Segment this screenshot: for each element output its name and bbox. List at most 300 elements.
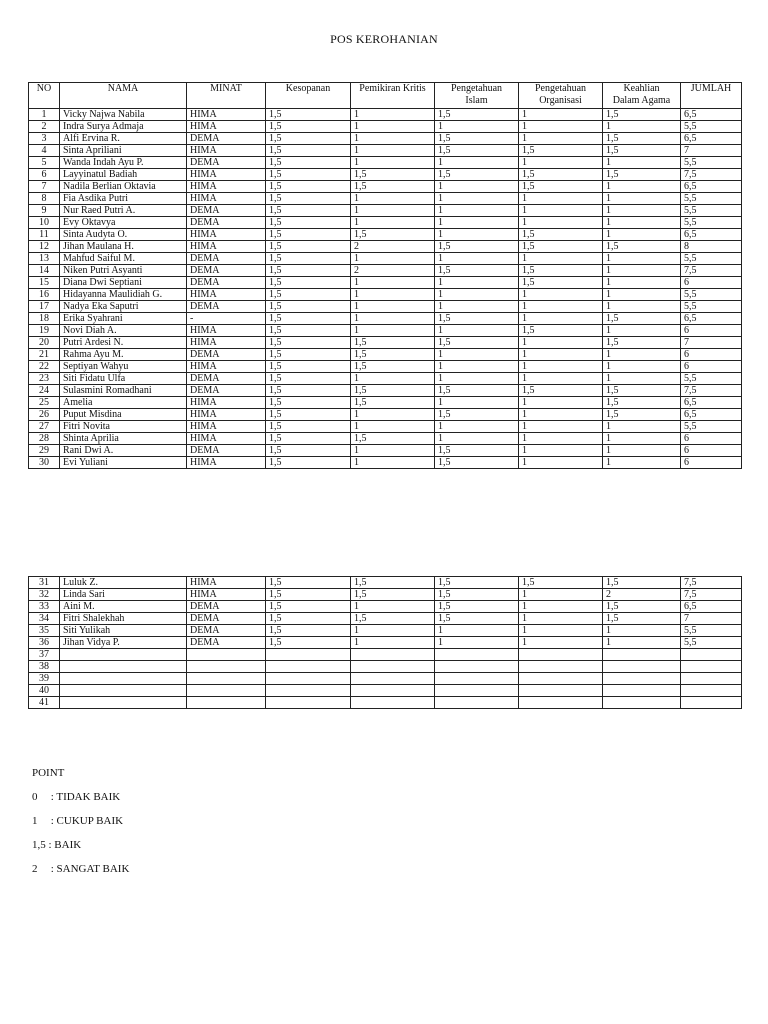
cell-keahlian-dalam-agama: 1,5 xyxy=(603,313,681,325)
cell-pemikiran-kritis xyxy=(351,673,435,685)
cell-pengetahuan-organisasi: 1 xyxy=(519,289,603,301)
cell-jumlah xyxy=(681,649,742,661)
cell-jumlah: 7,5 xyxy=(681,577,742,589)
cell-jumlah: 5,5 xyxy=(681,625,742,637)
cell-kesopanan: 1,5 xyxy=(266,601,351,613)
cell-no: 33 xyxy=(29,601,60,613)
cell-pengetahuan-islam xyxy=(435,673,519,685)
cell-minat: HIMA xyxy=(187,325,266,337)
cell-no: 10 xyxy=(29,217,60,229)
cell-keahlian-dalam-agama xyxy=(603,661,681,673)
cell-no: 26 xyxy=(29,409,60,421)
table-row xyxy=(29,637,742,649)
cell-pengetahuan-organisasi: 1,5 xyxy=(519,577,603,589)
cell-pengetahuan-islam: 1,5 xyxy=(435,589,519,601)
cell-keahlian-dalam-agama: 1 xyxy=(603,637,681,649)
cell-jumlah: 5,5 xyxy=(681,121,742,133)
cell-jumlah: 7,5 xyxy=(681,169,742,181)
cell-keahlian-dalam-agama: 1 xyxy=(603,157,681,169)
table-row xyxy=(29,385,742,397)
cell-nama: Sulasmini Romadhani xyxy=(60,385,187,397)
page-title: POS KEROHANIAN xyxy=(330,32,438,46)
cell-pengetahuan-organisasi: 1 xyxy=(519,397,603,409)
cell-jumlah: 6,5 xyxy=(681,397,742,409)
cell-no: 6 xyxy=(29,169,60,181)
cell-kesopanan: 1,5 xyxy=(266,301,351,313)
header-jumlah: JUMLAH xyxy=(681,83,742,109)
cell-nama: Fitri Shalekhah xyxy=(60,613,187,625)
cell-pemikiran-kritis: 1 xyxy=(351,445,435,457)
cell-pengetahuan-organisasi xyxy=(519,673,603,685)
cell-jumlah: 7 xyxy=(681,145,742,157)
cell-pemikiran-kritis: 1,5 xyxy=(351,385,435,397)
cell-jumlah: 6 xyxy=(681,445,742,457)
cell-minat: HIMA xyxy=(187,409,266,421)
cell-minat: DEMA xyxy=(187,253,266,265)
cell-pengetahuan-islam: 1,5 xyxy=(435,385,519,397)
cell-pemikiran-kritis: 1,5 xyxy=(351,181,435,193)
cell-kesopanan: 1,5 xyxy=(266,625,351,637)
cell-pengetahuan-organisasi: 1 xyxy=(519,409,603,421)
cell-kesopanan: 1,5 xyxy=(266,313,351,325)
cell-pemikiran-kritis: 1,5 xyxy=(351,577,435,589)
cell-pemikiran-kritis: 1,5 xyxy=(351,397,435,409)
cell-jumlah: 5,5 xyxy=(681,421,742,433)
cell-pengetahuan-organisasi: 1 xyxy=(519,193,603,205)
cell-kesopanan: 1,5 xyxy=(266,121,351,133)
table-row xyxy=(29,625,742,637)
table-row xyxy=(29,613,742,625)
cell-jumlah: 7,5 xyxy=(681,589,742,601)
cell-pemikiran-kritis: 1 xyxy=(351,301,435,313)
table-row xyxy=(29,313,742,325)
cell-pengetahuan-organisasi: 1,5 xyxy=(519,385,603,397)
cell-keahlian-dalam-agama: 1 xyxy=(603,625,681,637)
cell-nama xyxy=(60,661,187,673)
table-row xyxy=(29,601,742,613)
cell-pengetahuan-islam: 1 xyxy=(435,625,519,637)
cell-no: 20 xyxy=(29,337,60,349)
cell-pemikiran-kritis: 1 xyxy=(351,373,435,385)
table-row xyxy=(29,337,742,349)
cell-pengetahuan-organisasi: 1 xyxy=(519,457,603,469)
cell-jumlah: 6 xyxy=(681,433,742,445)
cell-jumlah: 5,5 xyxy=(681,637,742,649)
cell-pengetahuan-organisasi: 1 xyxy=(519,121,603,133)
cell-no: 3 xyxy=(29,133,60,145)
cell-minat xyxy=(187,661,266,673)
cell-pemikiran-kritis: 2 xyxy=(351,241,435,253)
cell-pemikiran-kritis: 1,5 xyxy=(351,349,435,361)
cell-minat: HIMA xyxy=(187,337,266,349)
cell-no: 9 xyxy=(29,205,60,217)
cell-kesopanan: 1,5 xyxy=(266,217,351,229)
cell-no: 17 xyxy=(29,301,60,313)
cell-no: 27 xyxy=(29,421,60,433)
cell-kesopanan: 1,5 xyxy=(266,157,351,169)
cell-nama: Evi Yuliani xyxy=(60,457,187,469)
point-value: 2 xyxy=(32,863,38,875)
cell-minat: HIMA xyxy=(187,421,266,433)
point-legend-item xyxy=(32,838,129,862)
table-row xyxy=(29,409,742,421)
cell-pengetahuan-islam: 1 xyxy=(435,325,519,337)
cell-keahlian-dalam-agama: 1,5 xyxy=(603,133,681,145)
cell-pengetahuan-islam: 1,5 xyxy=(435,445,519,457)
cell-jumlah: 6 xyxy=(681,457,742,469)
cell-keahlian-dalam-agama: 1,5 xyxy=(603,145,681,157)
cell-kesopanan: 1,5 xyxy=(266,373,351,385)
cell-jumlah xyxy=(681,661,742,673)
cell-pengetahuan-islam: 1 xyxy=(435,277,519,289)
cell-nama: Sinta Audyta O. xyxy=(60,229,187,241)
cell-pengetahuan-organisasi: 1 xyxy=(519,313,603,325)
cell-pengetahuan-organisasi: 1,5 xyxy=(519,145,603,157)
cell-nama: Nadya Eka Saputri xyxy=(60,301,187,313)
cell-minat: HIMA xyxy=(187,193,266,205)
cell-jumlah: 5,5 xyxy=(681,217,742,229)
cell-keahlian-dalam-agama: 1 xyxy=(603,253,681,265)
cell-pengetahuan-islam: 1 xyxy=(435,289,519,301)
cell-pemikiran-kritis: 1 xyxy=(351,457,435,469)
cell-pengetahuan-islam: 1,5 xyxy=(435,313,519,325)
cell-pengetahuan-organisasi: 1 xyxy=(519,253,603,265)
cell-keahlian-dalam-agama: 1,5 xyxy=(603,613,681,625)
cell-nama xyxy=(60,697,187,709)
point-legend-item xyxy=(32,814,129,838)
cell-kesopanan: 1,5 xyxy=(266,385,351,397)
cell-kesopanan xyxy=(266,661,351,673)
cell-keahlian-dalam-agama: 1 xyxy=(603,181,681,193)
cell-minat: HIMA xyxy=(187,241,266,253)
cell-pemikiran-kritis: 1 xyxy=(351,217,435,229)
cell-kesopanan: 1,5 xyxy=(266,229,351,241)
cell-no: 7 xyxy=(29,181,60,193)
cell-kesopanan: 1,5 xyxy=(266,205,351,217)
header-pengetahuan-islam-line1: Pengetahuan xyxy=(450,83,503,94)
table-row xyxy=(29,397,742,409)
cell-pengetahuan-islam: 1,5 xyxy=(435,409,519,421)
cell-pengetahuan-organisasi: 1,5 xyxy=(519,181,603,193)
header-pengetahuan-islam xyxy=(435,83,519,109)
cell-pengetahuan-islam: 1 xyxy=(435,181,519,193)
header-kesopanan: Kesopanan xyxy=(266,83,351,109)
cell-pemikiran-kritis: 1 xyxy=(351,205,435,217)
point-label: : SANGAT BAIK xyxy=(50,863,130,875)
cell-keahlian-dalam-agama: 1 xyxy=(603,325,681,337)
cell-nama: Indra Surya Admaja xyxy=(60,121,187,133)
cell-jumlah xyxy=(681,673,742,685)
cell-no: 28 xyxy=(29,433,60,445)
cell-kesopanan: 1,5 xyxy=(266,325,351,337)
cell-pengetahuan-organisasi: 1 xyxy=(519,613,603,625)
cell-kesopanan: 1,5 xyxy=(266,445,351,457)
cell-no: 16 xyxy=(29,289,60,301)
cell-minat xyxy=(187,649,266,661)
cell-pengetahuan-islam: 1,5 xyxy=(435,337,519,349)
table-row xyxy=(29,661,742,673)
header-pengetahuan-islam-line2: Islam xyxy=(465,95,488,106)
table-row xyxy=(29,577,742,589)
cell-kesopanan: 1,5 xyxy=(266,637,351,649)
header-pengetahuan-organisasi-line1: Pengetahuan xyxy=(534,83,587,94)
cell-pengetahuan-organisasi: 1 xyxy=(519,445,603,457)
cell-keahlian-dalam-agama: 1 xyxy=(603,193,681,205)
cell-kesopanan: 1,5 xyxy=(266,613,351,625)
cell-jumlah: 8 xyxy=(681,241,742,253)
cell-pemikiran-kritis: 2 xyxy=(351,265,435,277)
cell-keahlian-dalam-agama: 1 xyxy=(603,361,681,373)
cell-pengetahuan-islam: 1,5 xyxy=(435,109,519,121)
cell-minat: DEMA xyxy=(187,613,266,625)
cell-keahlian-dalam-agama xyxy=(603,697,681,709)
cell-keahlian-dalam-agama: 1 xyxy=(603,289,681,301)
cell-pengetahuan-islam: 1 xyxy=(435,229,519,241)
cell-jumlah: 5,5 xyxy=(681,205,742,217)
cell-no: 37 xyxy=(29,649,60,661)
cell-kesopanan: 1,5 xyxy=(266,361,351,373)
cell-pengetahuan-islam: 1,5 xyxy=(435,457,519,469)
cell-kesopanan: 1,5 xyxy=(266,337,351,349)
cell-pemikiran-kritis: 1 xyxy=(351,253,435,265)
cell-pemikiran-kritis: 1,5 xyxy=(351,589,435,601)
table-row xyxy=(29,589,742,601)
cell-pengetahuan-organisasi: 1 xyxy=(519,373,603,385)
cell-minat xyxy=(187,685,266,697)
cell-no: 13 xyxy=(29,253,60,265)
cell-keahlian-dalam-agama: 1 xyxy=(603,205,681,217)
table-row xyxy=(29,457,742,469)
cell-kesopanan: 1,5 xyxy=(266,397,351,409)
cell-pemikiran-kritis: 1 xyxy=(351,313,435,325)
cell-no: 39 xyxy=(29,673,60,685)
cell-no: 30 xyxy=(29,457,60,469)
table-row xyxy=(29,169,742,181)
cell-keahlian-dalam-agama: 1,5 xyxy=(603,397,681,409)
cell-minat: DEMA xyxy=(187,601,266,613)
cell-kesopanan: 1,5 xyxy=(266,421,351,433)
header-keahlian-line2: Dalam Agama xyxy=(612,95,671,106)
cell-nama xyxy=(60,673,187,685)
cell-pengetahuan-organisasi: 1 xyxy=(519,217,603,229)
cell-pemikiran-kritis: 1,5 xyxy=(351,433,435,445)
cell-kesopanan: 1,5 xyxy=(266,241,351,253)
cell-pemikiran-kritis: 1,5 xyxy=(351,337,435,349)
cell-jumlah: 6 xyxy=(681,349,742,361)
table-row xyxy=(29,649,742,661)
cell-pengetahuan-islam xyxy=(435,697,519,709)
cell-pemikiran-kritis xyxy=(351,685,435,697)
table-row xyxy=(29,325,742,337)
cell-jumlah: 6,5 xyxy=(681,409,742,421)
cell-pemikiran-kritis: 1 xyxy=(351,409,435,421)
cell-kesopanan xyxy=(266,649,351,661)
table-row xyxy=(29,421,742,433)
cell-pengetahuan-organisasi: 1 xyxy=(519,589,603,601)
cell-pemikiran-kritis: 1 xyxy=(351,121,435,133)
cell-nama xyxy=(60,649,187,661)
cell-kesopanan xyxy=(266,673,351,685)
table-row xyxy=(29,253,742,265)
cell-minat: DEMA xyxy=(187,373,266,385)
cell-pengetahuan-organisasi: 1,5 xyxy=(519,265,603,277)
cell-no: 34 xyxy=(29,613,60,625)
cell-kesopanan: 1,5 xyxy=(266,193,351,205)
cell-keahlian-dalam-agama xyxy=(603,673,681,685)
cell-jumlah: 5,5 xyxy=(681,193,742,205)
cell-no: 18 xyxy=(29,313,60,325)
cell-nama: Rani Dwi A. xyxy=(60,445,187,457)
cell-minat: DEMA xyxy=(187,277,266,289)
cell-keahlian-dalam-agama: 1 xyxy=(603,457,681,469)
cell-minat: DEMA xyxy=(187,637,266,649)
cell-pemikiran-kritis: 1 xyxy=(351,133,435,145)
cell-no: 21 xyxy=(29,349,60,361)
cell-minat: HIMA xyxy=(187,397,266,409)
cell-pengetahuan-islam: 1,5 xyxy=(435,241,519,253)
cell-minat: DEMA xyxy=(187,625,266,637)
header-nama: NAMA xyxy=(60,83,187,109)
cell-nama: Aini M. xyxy=(60,601,187,613)
table-row xyxy=(29,145,742,157)
cell-kesopanan: 1,5 xyxy=(266,457,351,469)
cell-keahlian-dalam-agama: 1 xyxy=(603,217,681,229)
cell-minat: HIMA xyxy=(187,577,266,589)
cell-nama: Siti Yulikah xyxy=(60,625,187,637)
cell-pengetahuan-organisasi: 1 xyxy=(519,349,603,361)
cell-keahlian-dalam-agama: 1 xyxy=(603,349,681,361)
cell-nama: Vicky Najwa Nabila xyxy=(60,109,187,121)
point-value: 1,5 xyxy=(32,839,46,851)
cell-pengetahuan-islam: 1 xyxy=(435,637,519,649)
cell-pengetahuan-islam: 1 xyxy=(435,373,519,385)
cell-nama: Amelia xyxy=(60,397,187,409)
table-row xyxy=(29,349,742,361)
cell-pengetahuan-islam: 1 xyxy=(435,421,519,433)
header-pengetahuan-organisasi xyxy=(519,83,603,109)
cell-minat xyxy=(187,673,266,685)
cell-minat: DEMA xyxy=(187,349,266,361)
table-row xyxy=(29,673,742,685)
cell-keahlian-dalam-agama: 2 xyxy=(603,589,681,601)
cell-pengetahuan-islam: 1,5 xyxy=(435,169,519,181)
point-label: : TIDAK BAIK xyxy=(50,791,121,803)
cell-jumlah: 6 xyxy=(681,325,742,337)
cell-minat: HIMA xyxy=(187,229,266,241)
table-header-row xyxy=(29,83,742,109)
cell-pengetahuan-organisasi: 1 xyxy=(519,637,603,649)
cell-minat: DEMA xyxy=(187,445,266,457)
cell-nama: Erika Syahrani xyxy=(60,313,187,325)
cell-nama: Layyinatul Badiah xyxy=(60,169,187,181)
cell-pemikiran-kritis: 1,5 xyxy=(351,169,435,181)
cell-pemikiran-kritis: 1,5 xyxy=(351,361,435,373)
cell-keahlian-dalam-agama: 1,5 xyxy=(603,337,681,349)
cell-pengetahuan-organisasi: 1 xyxy=(519,433,603,445)
cell-pengetahuan-islam: 1 xyxy=(435,349,519,361)
cell-nama: Septiyan Wahyu xyxy=(60,361,187,373)
cell-minat: HIMA xyxy=(187,169,266,181)
cell-pengetahuan-organisasi: 1 xyxy=(519,337,603,349)
cell-no: 5 xyxy=(29,157,60,169)
cell-no: 32 xyxy=(29,589,60,601)
cell-jumlah: 7,5 xyxy=(681,385,742,397)
cell-pengetahuan-islam: 1 xyxy=(435,301,519,313)
cell-kesopanan: 1,5 xyxy=(266,145,351,157)
cell-jumlah: 5,5 xyxy=(681,157,742,169)
cell-pengetahuan-organisasi: 1,5 xyxy=(519,229,603,241)
cell-kesopanan: 1,5 xyxy=(266,433,351,445)
cell-no: 38 xyxy=(29,661,60,673)
cell-pemikiran-kritis: 1 xyxy=(351,193,435,205)
cell-pengetahuan-islam: 1 xyxy=(435,253,519,265)
cell-minat: HIMA xyxy=(187,121,266,133)
cell-jumlah: 5,5 xyxy=(681,301,742,313)
cell-jumlah: 6 xyxy=(681,277,742,289)
cell-pengetahuan-islam: 1 xyxy=(435,121,519,133)
cell-kesopanan: 1,5 xyxy=(266,409,351,421)
cell-minat: DEMA xyxy=(187,217,266,229)
cell-nama: Mahfud Saiful M. xyxy=(60,253,187,265)
cell-pemikiran-kritis xyxy=(351,697,435,709)
cell-pengetahuan-organisasi: 1 xyxy=(519,133,603,145)
cell-jumlah xyxy=(681,685,742,697)
cell-keahlian-dalam-agama: 1 xyxy=(603,445,681,457)
cell-keahlian-dalam-agama: 1,5 xyxy=(603,577,681,589)
cell-nama: Fia Asdika Putri xyxy=(60,193,187,205)
cell-no: 11 xyxy=(29,229,60,241)
score-table-continued xyxy=(28,576,742,709)
header-minat: MINAT xyxy=(187,83,266,109)
cell-minat: HIMA xyxy=(187,433,266,445)
cell-nama: Linda Sari xyxy=(60,589,187,601)
cell-jumlah: 6,5 xyxy=(681,601,742,613)
point-legend-heading: POINT xyxy=(32,767,65,779)
cell-pengetahuan-organisasi: 1 xyxy=(519,205,603,217)
cell-keahlian-dalam-agama: 1,5 xyxy=(603,169,681,181)
table-row xyxy=(29,181,742,193)
cell-kesopanan: 1,5 xyxy=(266,109,351,121)
cell-nama: Siti Fidatu Ulfa xyxy=(60,373,187,385)
cell-minat: HIMA xyxy=(187,361,266,373)
table-row xyxy=(29,157,742,169)
cell-pengetahuan-islam: 1,5 xyxy=(435,133,519,145)
cell-keahlian-dalam-agama: 1 xyxy=(603,433,681,445)
header-pengetahuan-organisasi-line2: Organisasi xyxy=(539,95,582,106)
header-pemikiran-kritis: Pemikiran Kritis xyxy=(351,83,435,109)
cell-pengetahuan-islam: 1,5 xyxy=(435,145,519,157)
cell-pengetahuan-organisasi: 1,5 xyxy=(519,169,603,181)
cell-pengetahuan-organisasi: 1 xyxy=(519,421,603,433)
cell-pengetahuan-organisasi: 1,5 xyxy=(519,325,603,337)
cell-no: 4 xyxy=(29,145,60,157)
cell-nama: Hidayanna Maulidiah G. xyxy=(60,289,187,301)
table-row xyxy=(29,109,742,121)
cell-kesopanan: 1,5 xyxy=(266,589,351,601)
cell-minat: HIMA xyxy=(187,145,266,157)
cell-pengetahuan-islam xyxy=(435,685,519,697)
cell-pemikiran-kritis: 1 xyxy=(351,325,435,337)
cell-jumlah: 7,5 xyxy=(681,265,742,277)
cell-pengetahuan-organisasi xyxy=(519,649,603,661)
cell-pemikiran-kritis: 1,5 xyxy=(351,229,435,241)
table-row xyxy=(29,433,742,445)
cell-no: 19 xyxy=(29,325,60,337)
point-label: : CUKUP BAIK xyxy=(50,815,124,827)
cell-minat xyxy=(187,697,266,709)
table-row xyxy=(29,277,742,289)
cell-jumlah: 7 xyxy=(681,613,742,625)
